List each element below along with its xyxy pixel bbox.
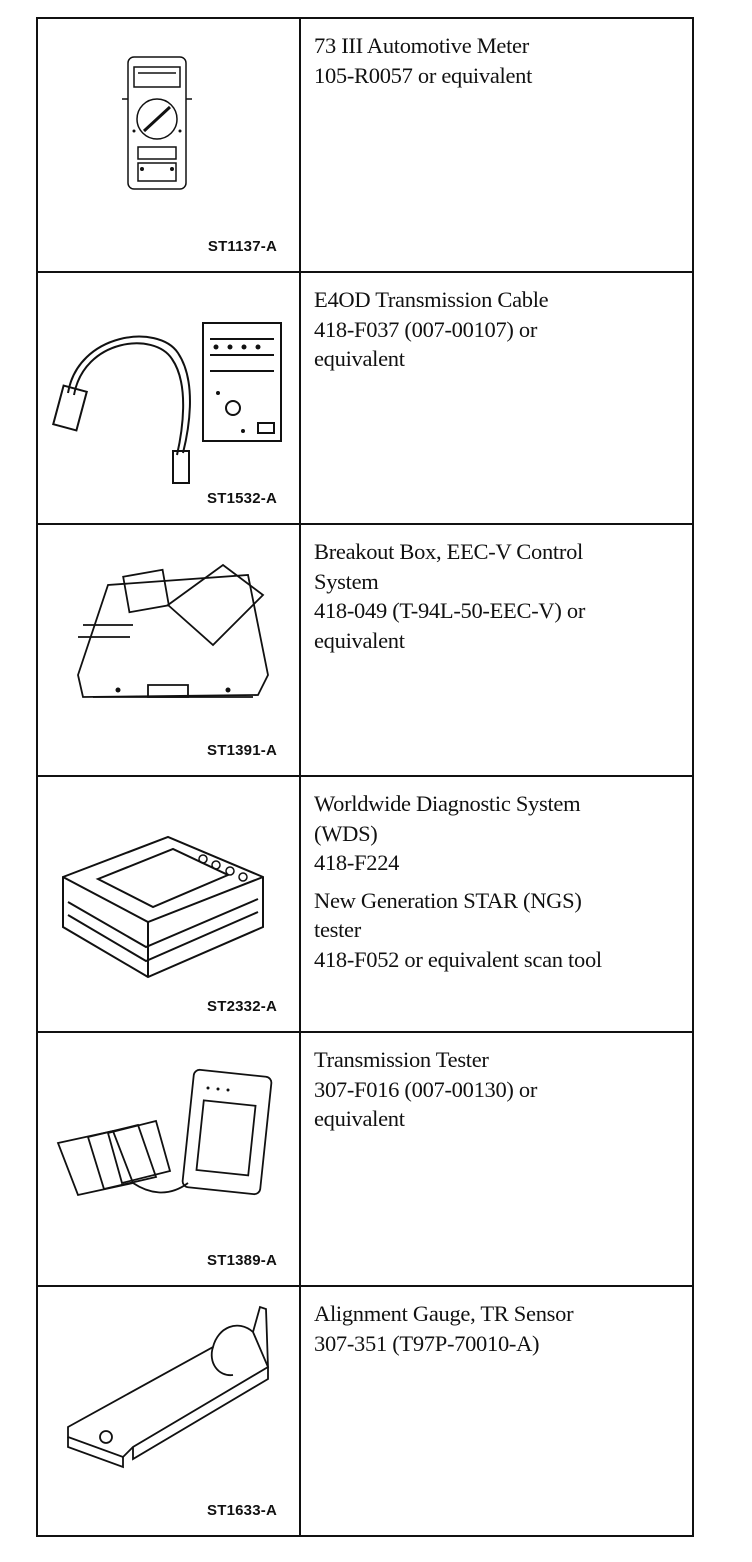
figure-id: ST1532-A [207,490,277,507]
tool-row-alignment-gauge [38,1287,692,1535]
tool-description [301,525,692,775]
breakout-box-illustration [38,525,299,775]
tool-image-cell [38,1287,301,1535]
tool-name: Worldwide Diagnostic System [314,791,581,816]
figure-id: ST1633-A [207,1502,277,1519]
tool-name: 73 III Automotive Meter [314,33,529,58]
diagnostic-tablet-illustration [38,777,299,1031]
tool-image-cell [38,273,301,523]
tool-row-transmission-tester [38,1033,692,1287]
tool-image-cell [38,525,301,775]
figure-id: ST2332-A [207,998,277,1015]
tool-description [301,1033,692,1285]
tool-name: Transmission Tester [314,1047,489,1072]
alt-tool-name-cont: tester [314,917,361,942]
multimeter-illustration [38,19,299,271]
alignment-gauge-illustration [38,1287,299,1533]
tool-part-number-cont: equivalent [314,1106,405,1131]
tool-image-cell [38,777,301,1031]
tool-part-number: 418-F224 [314,850,400,875]
tool-name-cont: (WDS) [314,820,378,846]
tool-name-cont: System [314,568,379,594]
tool-row-transmission-cable [38,273,692,525]
tool-image-cell [38,19,301,271]
figure-id: ST1391-A [207,742,277,759]
tool-name: Alignment Gauge, TR Sensor [314,1301,574,1326]
figure-id: ST1137-A [207,238,277,255]
tool-image-cell [38,1033,301,1285]
tool-description [301,777,692,1031]
tool-part-number: 418-F037 (007-00107) or [314,316,538,342]
tool-row-diagnostic-system [38,777,692,1033]
transmission-cable-illustration [38,273,299,523]
tool-part-number: 105-R0057 or equivalent [314,62,533,88]
tool-part-number: 307-351 (T97P-70010-A) [314,1330,540,1356]
figure-id: ST1389-A [207,1252,277,1269]
tool-description [301,273,692,523]
tool-description [301,19,692,271]
tool-row-breakout-box [38,525,692,777]
tool-part-number: 307-F016 (007-00130) or [314,1076,538,1102]
spacer [314,878,692,886]
transmission-tester-illustration [38,1033,299,1285]
tool-part-number-cont: equivalent [314,627,405,653]
tool-part-number-cont: equivalent [314,346,405,371]
tool-name: E4OD Transmission Cable [314,287,549,312]
tool-name: Breakout Box, EEC-V Control [314,539,583,564]
special-tools-table [36,17,694,1537]
tool-row-automotive-meter [38,19,692,273]
alt-tool-part-number: 418-F052 or equivalent scan tool [314,946,602,972]
alt-tool-name: New Generation STAR (NGS) [314,887,582,913]
tool-description [301,1287,692,1535]
tool-part-number: 418-049 (T-94L-50-EEC-V) or [314,598,586,623]
